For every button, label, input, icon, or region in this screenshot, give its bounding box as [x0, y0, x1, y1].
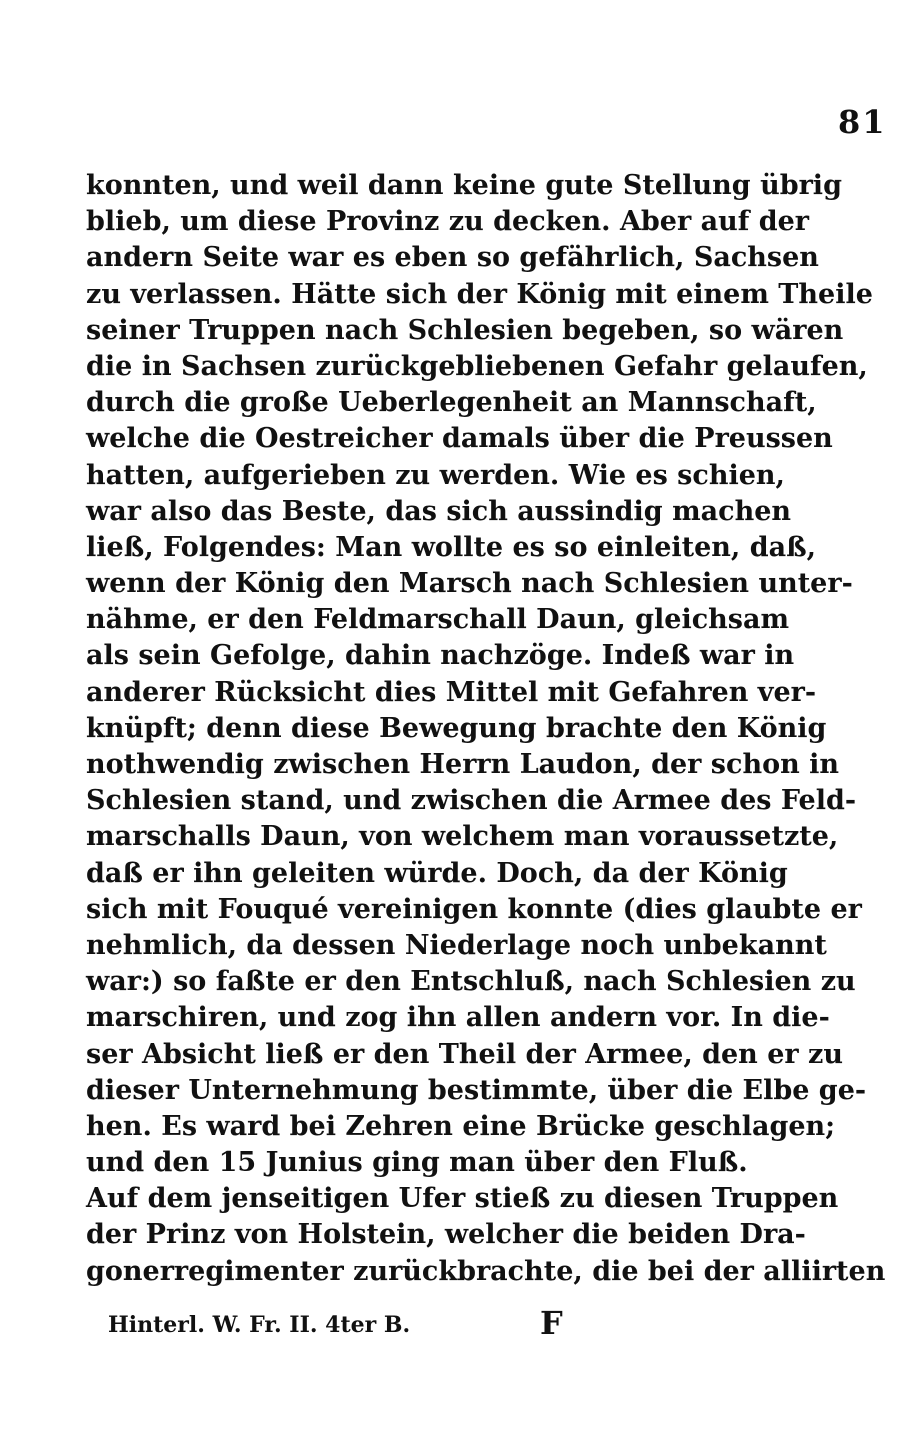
text-line: ließ, Folgendes: Man wollte es so einleiten, daß, [86, 531, 817, 563]
text-line: Schlesien stand, und zwischen die Armee des Feld- [86, 785, 857, 817]
text-line: sich mit Fouqué vereinigen konnte (dies glaubte er [86, 893, 862, 925]
text-line: und den 15 Junius ging man über den Fluß. [86, 1147, 748, 1179]
text-line: zu verlassen. Hätte sich der König mit einem Theile [86, 278, 873, 310]
text-line: durch die große Ueberlegenheit an Mannschaft, [86, 387, 817, 419]
text-line: die in Sachsen zurückgebliebenen Gefahr gelaufen, [86, 350, 868, 382]
text-line: nähme, er den Feldmarschall Daun, gleichsam [86, 604, 790, 636]
text-line: welche die Oestreicher damals über die Preussen [86, 423, 833, 455]
text-line: dieser Unternehmung bestimmte, über die Elbe ge- [86, 1074, 867, 1106]
text-line: nothwendig zwischen Herrn Laudon, der schon in [86, 749, 839, 780]
text-line: der Prinz von Holstein, welcher die beiden Dra- [86, 1219, 806, 1251]
text-line: gonerregimenter zurückbrachte, die bei der alliirten [86, 1255, 886, 1287]
text-line: war also das Beste, das sich aussindig machen [86, 495, 792, 527]
text-line: marschalls Daun, von welchem man voraussetzte, [86, 821, 839, 853]
text-line: andern Seite war es eben so gefährlich, Sachsen [86, 242, 819, 274]
text-line: hatten, aufgerieben zu werden. Wie es schien, [86, 459, 785, 491]
text-line: blieb, um diese Provinz zu decken. Aber auf der [86, 206, 810, 238]
text-line: daß er ihn geleiten würde. Doch, da der König [86, 857, 788, 889]
text-line: marschiren, und zog ihn allen andern vor. In die- [86, 1002, 830, 1034]
text-line: ser Absicht ließ er den Theil der Armee, den er zu [86, 1038, 843, 1070]
text-line: nehmlich, da dessen Niederlage noch unbekannt [86, 929, 827, 961]
footer-signature-line: Hinterl. W. Fr. II. 4ter B. [108, 1312, 411, 1338]
text-line: Auf dem jenseitigen Ufer stieß zu diesen Truppen [86, 1183, 839, 1215]
text-line: hen. Es ward bei Zehren eine Brücke geschlagen; [86, 1110, 836, 1142]
signature-mark: F [540, 1304, 563, 1342]
text-line: war:) so faßte er den Entschluß, nach Schlesien zu [86, 966, 856, 998]
text-line: konnten, und weil dann keine gute Stellung übrig [86, 170, 842, 201]
page-number: 81 [838, 103, 887, 141]
text-line: wenn der König den Marsch nach Schlesien unter- [86, 568, 853, 600]
text-line: als sein Gefolge, dahin nachzöge. Indeß war in [86, 640, 795, 672]
text-line: knüpft; denn diese Bewegung brachte den König [86, 712, 827, 744]
text-line: seiner Truppen nach Schlesien begeben, so wären [86, 314, 844, 346]
text-line: anderer Rücksicht dies Mittel mit Gefahren ver- [86, 676, 817, 708]
body-text [86, 168, 886, 1290]
